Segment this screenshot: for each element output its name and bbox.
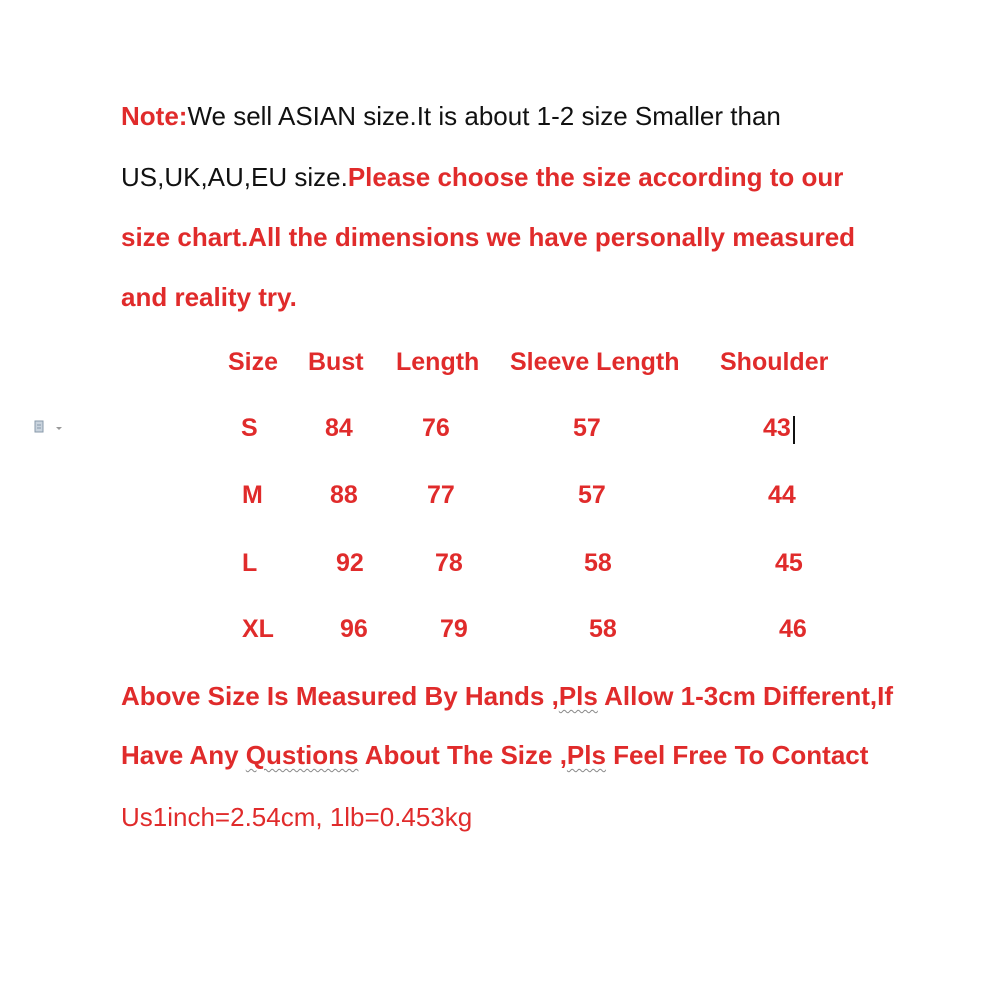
table-header-cell: Sleeve Length — [510, 348, 680, 376]
note-line-1 — [121, 100, 781, 132]
table-cell: 58 — [589, 615, 617, 643]
table-cell: 57 — [578, 481, 606, 509]
note-line-2 — [121, 161, 843, 193]
text-cursor — [793, 416, 795, 444]
table-cell: L — [242, 549, 258, 577]
footer-text-2a: Have Any — [121, 740, 246, 770]
table-cell: 84 — [325, 414, 353, 442]
footer-text-2e: Feel Free To Contact — [605, 740, 869, 770]
table-header-cell: Shoulder — [720, 348, 829, 376]
footer-text-1c: Allow 1-3cm Different,If — [597, 681, 894, 711]
footer-text-2b: Qustions — [245, 740, 359, 770]
table-header-cell: Size — [228, 348, 279, 376]
table-cell: 96 — [340, 615, 368, 643]
table-cell: 44 — [768, 481, 796, 509]
footer-line-2 — [121, 739, 868, 771]
footer-text-1a: Above Size Is Measured By Hands , — [121, 681, 559, 711]
footer-text-2c: About The Size , — [358, 740, 567, 770]
footer-line-3: Us1inch=2.54cm, 1lb=0.453kg — [121, 802, 473, 832]
table-cell: 92 — [336, 549, 364, 577]
table-header-cell: Length — [396, 348, 480, 376]
table-cell: 57 — [573, 414, 601, 442]
table-cell: 43 — [763, 414, 791, 442]
table-cell: 77 — [427, 481, 455, 509]
table-cell: XL — [242, 615, 274, 643]
paste-options-icon[interactable] — [34, 418, 68, 436]
note-label: Note: — [121, 101, 188, 131]
note-line-3: size chart.All the dimensions we have personally measured — [121, 222, 856, 252]
note-text-2-red: Please choose the size according to our — [347, 162, 844, 192]
table-cell: 79 — [440, 615, 468, 643]
footer-text-1b: Pls — [558, 681, 598, 711]
table-cell: 45 — [775, 549, 803, 577]
note-text-2-black: US,UK,AU,EU size. — [121, 162, 348, 192]
footer-line-1 — [121, 680, 893, 712]
table-header-cell: Bust — [308, 348, 364, 376]
table-cell: 76 — [422, 414, 450, 442]
note-text-1: We sell ASIAN size.It is about 1-2 size Smaller than — [187, 101, 781, 131]
table-cell: 88 — [330, 481, 358, 509]
table-cell: 58 — [584, 549, 612, 577]
table-cell: 78 — [435, 549, 463, 577]
note-line-4: and reality try. — [121, 282, 297, 312]
table-cell: M — [242, 481, 263, 509]
table-cell: 46 — [779, 615, 807, 643]
footer-text-2d: Pls — [566, 740, 606, 770]
table-cell: S — [241, 414, 258, 442]
